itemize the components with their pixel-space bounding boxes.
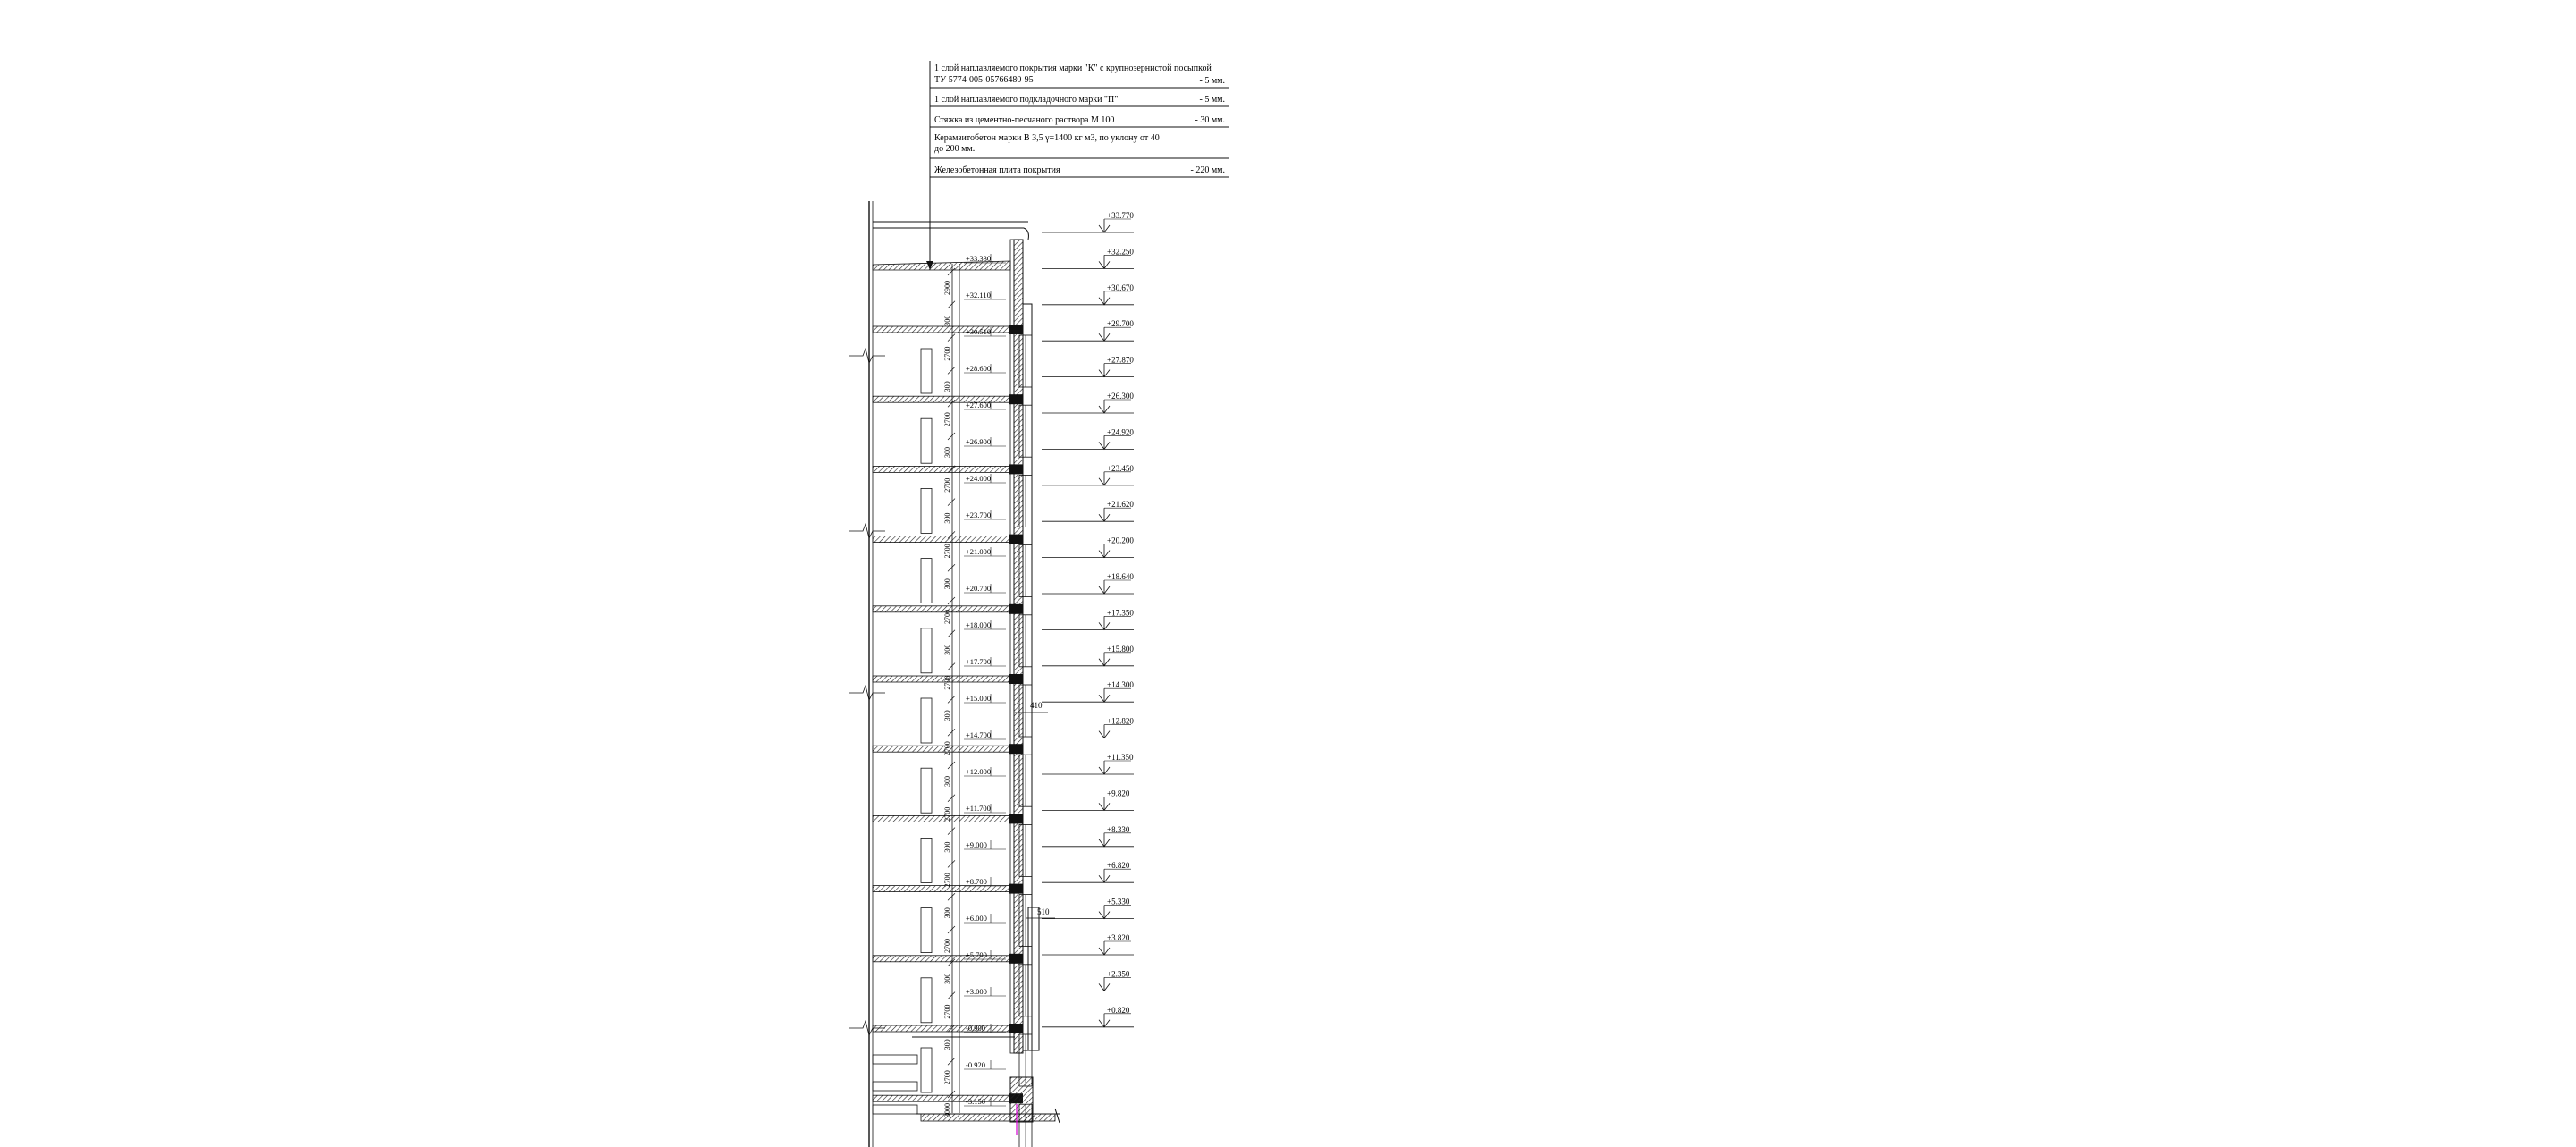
- dimension-label: 300: [943, 710, 951, 721]
- elevation-label: +2.350: [1107, 969, 1130, 979]
- inner-elevation-label: +18.000: [966, 620, 992, 629]
- dimension-label: 300: [943, 578, 951, 590]
- dimension-tick: [948, 367, 955, 374]
- vertical-dimensions: [943, 268, 955, 1117]
- elevation-mark: [1042, 464, 1134, 485]
- inner-elevation: [964, 364, 1006, 373]
- slab-edge: [1009, 674, 1023, 684]
- elevation-label: +11.350: [1107, 753, 1134, 762]
- elevation-mark: [1042, 933, 1134, 955]
- inner-elevation-label: +33.330: [966, 254, 992, 263]
- inner-elevation-label: +20.700: [966, 584, 992, 593]
- dimension-tick: [948, 499, 955, 506]
- dimension-label: 2700: [943, 346, 951, 361]
- dimension-tick: [948, 564, 955, 571]
- dimension-label: 300: [943, 776, 951, 787]
- inner-elevation: [964, 730, 1006, 739]
- floor-slab: [873, 466, 1014, 472]
- spec-row-3-text: Стяжка из цементно-песчаного раствора М 100: [934, 115, 1115, 125]
- elevation-mark: [1042, 427, 1134, 449]
- mark-510: 510: [1037, 907, 1050, 916]
- inner-elevation-label: +28.600: [966, 364, 992, 373]
- elevation-label: +20.200: [1107, 536, 1134, 545]
- spec-row-1-text: 1 слой наплавляемого покрытия марки "К" с крупнозернистой посыпкой ТУ 5774-005-05766480-95: [934, 63, 1212, 85]
- slab-edge: [1009, 464, 1023, 474]
- elevation-mark: [1042, 500, 1134, 521]
- elevation-label: +6.820: [1107, 861, 1130, 871]
- spec-row-1-thickness: - 5 мм.: [1199, 76, 1225, 86]
- dimension-label: 2700: [943, 1004, 951, 1019]
- elevation-mark: [1042, 392, 1134, 413]
- dimension-tick: [948, 795, 955, 802]
- door: [921, 559, 932, 603]
- inner-elevation: [964, 1060, 1006, 1069]
- dimension-tick: [948, 663, 955, 670]
- dimension-tick: [948, 1058, 955, 1065]
- break-line: [849, 1021, 885, 1035]
- elevation-label: +17.350: [1107, 608, 1134, 618]
- right-elevation-marks: [1042, 211, 1134, 1027]
- inner-elevation-label: +24.000: [966, 474, 992, 483]
- building-section: [869, 201, 1060, 1147]
- roof-spec-table: [926, 61, 1229, 270]
- dimension-tick: [948, 828, 955, 835]
- elevation-label: +5.330: [1107, 897, 1130, 907]
- dimension-tick: [948, 433, 955, 440]
- inner-elevation: [964, 877, 1006, 886]
- elevation-label: +3.820: [1107, 933, 1130, 942]
- slab-edge: [1009, 394, 1023, 404]
- dimension-label: 2700: [943, 412, 951, 427]
- inner-elevation-label: -0.920: [966, 1060, 985, 1069]
- door: [921, 838, 932, 882]
- elevation-mark: [1042, 753, 1134, 774]
- door: [921, 349, 932, 393]
- floor-slab: [873, 956, 1014, 962]
- inner-elevation: [964, 657, 1006, 666]
- elevation-mark: [1042, 680, 1134, 702]
- inner-elevation-label: +32.110: [966, 291, 991, 299]
- floor-slab: [873, 396, 1014, 402]
- elevation-mark: [1042, 319, 1134, 341]
- slab-edge: [1009, 884, 1023, 894]
- inner-elevation: [964, 987, 1006, 996]
- dimension-label: 300: [943, 907, 951, 919]
- inner-elevation: [964, 474, 1006, 483]
- dimension-label: 2700: [943, 741, 951, 756]
- inner-elevation-label: +17.700: [966, 657, 992, 666]
- dimension-label: 2700: [943, 873, 951, 888]
- elevation-mark: [1042, 1006, 1134, 1027]
- dimension-tick: [948, 301, 955, 308]
- elevation-mark: [1042, 898, 1134, 919]
- door: [921, 418, 932, 463]
- spec-row-4-text: Керамзитобетон марки В 3,5 γ=1400 кг м3, по уклону от 40 до 200 мм.: [934, 133, 1160, 154]
- slab-edge: [1009, 954, 1023, 964]
- inner-elevation-label: +26.900: [966, 437, 992, 446]
- inner-elevation-label: +12.000: [966, 767, 992, 776]
- inner-elevation: [964, 694, 1006, 703]
- inner-elevation: [964, 291, 1006, 299]
- elevation-label: +14.300: [1107, 680, 1134, 690]
- break-lines: [849, 349, 885, 1035]
- dimension-label: 2700: [943, 610, 951, 624]
- slab-edge: [1009, 744, 1023, 754]
- dimension-label: 3000: [943, 1103, 951, 1117]
- slab-edge: [1009, 535, 1023, 544]
- elevation-label: +32.250: [1107, 247, 1134, 257]
- inner-elevation: [964, 914, 1006, 923]
- elevation-label: +23.450: [1107, 463, 1134, 473]
- elevation-mark: [1042, 717, 1134, 738]
- dimension-tick: [948, 696, 955, 703]
- dimension-tick: [948, 630, 955, 637]
- door: [921, 978, 932, 1023]
- dimension-label: 300: [943, 512, 951, 524]
- dimension-label: 300: [943, 315, 951, 326]
- spec-row-5-thickness: - 220 мм.: [1190, 165, 1225, 175]
- inner-elevation-label: +8.700: [966, 877, 987, 886]
- dimension-label: 2700: [943, 939, 951, 953]
- inner-elevation-label: +30.510: [966, 327, 992, 336]
- dimension-tick: [948, 860, 955, 867]
- elevation-mark: [1042, 211, 1134, 232]
- elevation-mark: [1042, 536, 1134, 558]
- elevation-label: +15.800: [1107, 644, 1134, 654]
- dimension-label: 300: [943, 973, 951, 984]
- door: [921, 1048, 932, 1092]
- inner-elevation-label: +5.700: [966, 950, 987, 959]
- spec-row-5-text: Железобетонная плита покрытия: [934, 165, 1060, 175]
- elevation-mark: [1042, 825, 1134, 847]
- dimension-label: 300: [943, 447, 951, 458]
- elevation-label: +18.640: [1107, 572, 1134, 581]
- slab-edge: [1009, 604, 1023, 614]
- inner-elevation-label: +6.000: [966, 914, 987, 923]
- elevation-label: +9.820: [1107, 789, 1130, 798]
- dimension-label: 2700: [943, 544, 951, 559]
- door: [921, 908, 932, 953]
- elevation-label: +29.700: [1107, 319, 1134, 329]
- floor-slab: [873, 1025, 1014, 1032]
- dimension-tick: [948, 762, 955, 769]
- inner-elevation: [964, 767, 1006, 776]
- dimension-tick: [948, 926, 955, 933]
- inner-elevation: [964, 437, 1006, 446]
- dimension-label: 2700: [943, 806, 951, 822]
- elevation-mark: [1042, 572, 1134, 594]
- elevation-mark: [1042, 283, 1134, 305]
- spec-row-2-text: 1 слой наплавляемого подкладочного марки "П": [934, 95, 1119, 105]
- elevation-label: +0.820: [1107, 1005, 1130, 1015]
- elevation-label: +27.870: [1107, 355, 1134, 365]
- elevation-label: +8.330: [1107, 824, 1130, 834]
- elevation-label: +30.670: [1107, 283, 1134, 292]
- elevation-label: +12.820: [1107, 716, 1134, 726]
- door: [921, 768, 932, 813]
- dimension-tick: [948, 334, 955, 342]
- inner-elevation-label: +27.600: [966, 401, 992, 409]
- elevation-mark: [1042, 645, 1134, 666]
- inner-elevation-label: +14.700: [966, 730, 992, 739]
- door: [921, 628, 932, 673]
- slab-edge: [1009, 1024, 1023, 1033]
- slab-edge: [1009, 814, 1023, 823]
- spec-row-2-thickness: - 5 мм.: [1199, 95, 1225, 105]
- inner-elevation-label: -0.900: [966, 1024, 985, 1033]
- inner-elevation: [964, 620, 1006, 629]
- elevation-mark: [1042, 247, 1134, 268]
- inner-elevation: [964, 804, 1006, 813]
- inner-elevation: [964, 547, 1006, 556]
- floor-slab: [873, 1095, 1014, 1101]
- elevation-mark: [1042, 861, 1134, 882]
- dimension-label: 300: [943, 644, 951, 655]
- elevation-mark: [1042, 608, 1134, 629]
- elevation-mark: [1042, 969, 1134, 991]
- inner-elevation-label: -3.150: [966, 1097, 985, 1106]
- inner-elevation-label: +11.700: [966, 804, 991, 813]
- door: [921, 698, 932, 743]
- door: [921, 488, 932, 533]
- dimension-label: 2700: [943, 1070, 951, 1085]
- inner-elevation: [964, 584, 1006, 593]
- break-line: [849, 686, 885, 700]
- dimension-tick: [948, 729, 955, 736]
- dimension-label: 300: [943, 381, 951, 392]
- dimension-tick: [948, 893, 955, 900]
- inner-elevation-label: +9.000: [966, 840, 987, 849]
- inner-elevation-label: +21.000: [966, 547, 992, 556]
- elevation-label: +24.920: [1107, 427, 1134, 437]
- elevation-label: +33.770: [1107, 211, 1134, 220]
- floor-slab: [873, 536, 1014, 543]
- mark-410: 410: [1030, 701, 1043, 710]
- slab-edge: [1009, 325, 1023, 334]
- inner-elevation: [964, 840, 1006, 849]
- floor-slab: [873, 326, 1014, 333]
- elevation-mark: [1042, 789, 1134, 810]
- inner-elevation-label: +15.000: [966, 694, 992, 703]
- elevation-label: +26.300: [1107, 392, 1134, 401]
- elevation-label: +21.620: [1107, 500, 1134, 510]
- elevation-mark: [1042, 356, 1134, 377]
- dimension-label: 300: [943, 1039, 951, 1050]
- dimension-label: 2700: [943, 675, 951, 690]
- dimension-tick: [948, 597, 955, 604]
- inner-elevation-label: +3.000: [966, 987, 987, 996]
- dimension-label: 2700: [943, 477, 951, 493]
- spec-row-3-thickness: - 30 мм.: [1195, 115, 1225, 125]
- inner-elevation-label: +23.700: [966, 510, 992, 519]
- dimension-label: 2900: [943, 281, 951, 295]
- dimension-label: 300: [943, 841, 951, 853]
- inner-elevation: [964, 510, 1006, 519]
- dimension-tick: [948, 992, 955, 999]
- break-line: [849, 349, 885, 363]
